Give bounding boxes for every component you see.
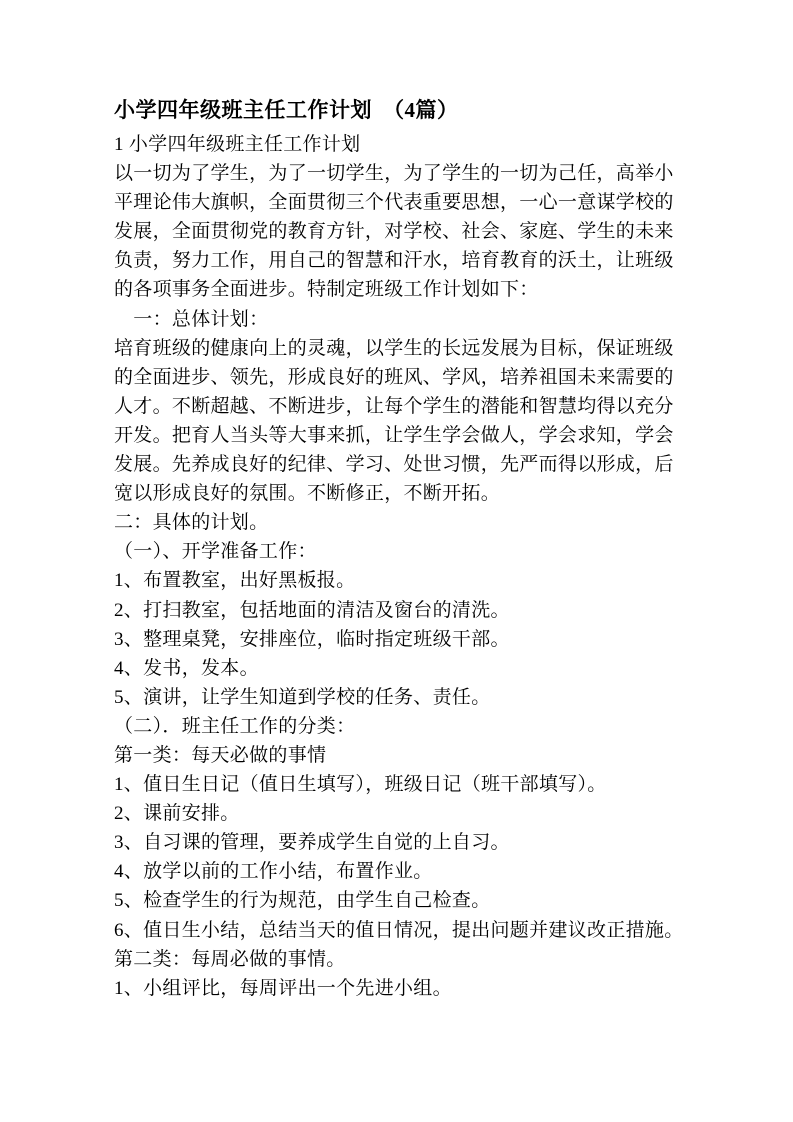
text-line: 1 小学四年级班主任工作计划 (114, 134, 361, 155)
text-line: 发展。先养成良好的纪律、学习、处世习惯，先严而得以形成，后 (114, 454, 674, 476)
text-line: 3、整理桌凳，安排座位，临时指定班级干部。 (114, 628, 510, 650)
text-line: 1、小组评比，每周评出一个先进小组。 (114, 977, 452, 999)
text-line: 3、自习课的管理，要养成学生自觉的上自习。 (114, 832, 510, 854)
text-line: 宽以形成良好的氛围。不断修正，不断开拓。 (114, 483, 501, 505)
text-line: （二）．班主任工作的分类： (114, 715, 356, 737)
text-line: 4、发书，发本。 (114, 657, 259, 679)
text-line: 第二类：每周必做的事情。 (114, 948, 346, 970)
text-line: 开发。把育人当头等大事来抓，让学生学会做人，学会求知，学会 (114, 424, 674, 446)
text-line: 发展，全面贯彻党的教育方针，对学校、社会、家庭、学生的未来 (114, 221, 674, 243)
text-line: 的全面进步、领先，形成良好的班风、学风，培养祖国未来需要的 (114, 366, 674, 388)
text-line: 1、布置教室，出好黑板报。 (114, 570, 356, 592)
text-line: 6、值日生小结，总结当天的值日情况，提出问题并建议改正措施。 (114, 919, 684, 941)
text-line: 第一类：每天必做的事情 (114, 744, 327, 766)
text-line: 人才。不断超越、不断进步，让每个学生的潜能和智慧均得以充分 (114, 395, 674, 417)
text-line: （一）、开学准备工作： (114, 541, 317, 563)
text-line: 2、课前安排。 (114, 803, 240, 825)
document-body (114, 130, 684, 1003)
document-page (114, 97, 684, 1003)
text-line: 负责，努力工作，用自己的智慧和汗水，培育教育的沃土，让班级 (114, 250, 674, 272)
text-line: 5、检查学生的行为规范，由学生自己检查。 (114, 890, 491, 912)
text-line: 二：具体的计划。 (114, 512, 269, 534)
text-line: 1、值日生日记（值日生填写），班级日记（班干部填写）。 (114, 774, 607, 796)
document-title: 小学四年级班主任工作计划 （4篇） (114, 98, 459, 122)
text-line: 培育班级的健康向上的灵魂，以学生的长远发展为目标，保证班级 (114, 337, 674, 359)
text-line: 一：总体计划： (114, 308, 269, 330)
text-line: 2、打扫教室，包括地面的清洁及窗台的清洗。 (114, 599, 510, 621)
text-line: 平理论伟大旗帜，全面贯彻三个代表重要思想，一心一意谋学校的 (114, 192, 674, 214)
text-line: 4、放学以前的工作小结，布置作业。 (114, 861, 433, 883)
text-line: 的各项事务全面进步。特制定班级工作计划如下： (114, 279, 539, 301)
text-line: 5、演讲，让学生知道到学校的任务、责任。 (114, 686, 491, 708)
text-line: 以一切为了学生，为了一切学生，为了学生的一切为己任，高举小 (114, 163, 674, 185)
